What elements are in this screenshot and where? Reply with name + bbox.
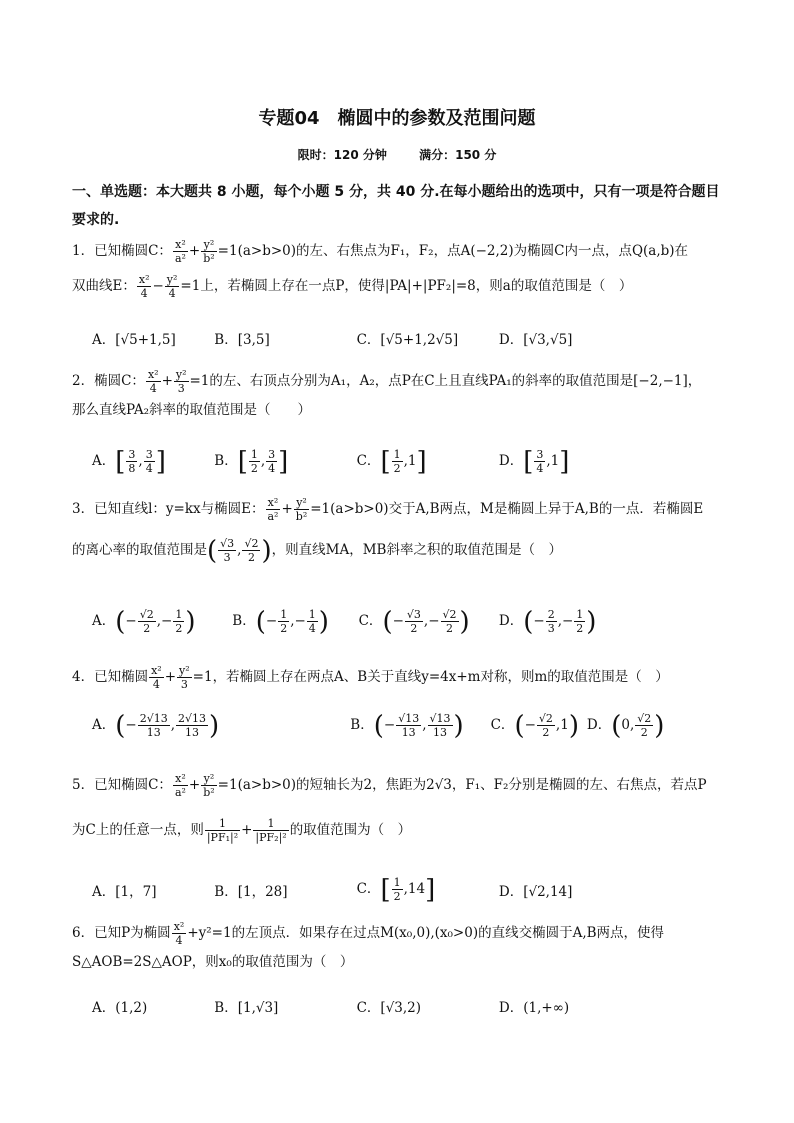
full-score: 满分：150 分: [419, 148, 497, 162]
q6-option-c[interactable]: C．[√3,2): [356, 1000, 422, 1016]
q1-option-d[interactable]: D．[√3,√5]: [498, 332, 573, 348]
q2-option-b[interactable]: B．[ $\frac{1}{2}$ , $\frac{3}{4}$ ]: [214, 446, 289, 477]
question-4-options: [92, 712, 722, 739]
q1-option-a[interactable]: A．[√5+1,5]: [92, 332, 176, 348]
question-5: [72, 772, 724, 844]
q3-option-a[interactable]: A．(− $\frac{√2}{2}$ ,− $\frac{1}{2}$ ): [92, 606, 196, 637]
question-5-options: [92, 876, 722, 903]
exam-meta: [0, 146, 794, 163]
question-3-line-2: 的离心率的取值范围是( $\frac{√3}{3}$ , $\frac{√2}{2}$ )，则直线MA，MB斜率之积的取值范围是（ ）: [72, 535, 562, 566]
q4-option-d[interactable]: D．(0, $\frac{√2}{2}$ ): [586, 710, 665, 741]
q1-option-b[interactable]: B．[3,5]: [214, 332, 270, 348]
question-3-line-1: 3．已知直线l：y=kx与椭圆E： $\frac{\text{x²}}{\text{a²}}$ + $\frac{\text{y²}}{\text{b²}}$ =1(a>b>0)交于A,B两点，M是椭圆上异于A,B的一点．若椭圆E: [72, 496, 704, 523]
question-4: [72, 664, 724, 691]
q5-option-d[interactable]: D．[√2,14]: [498, 883, 573, 900]
section-heading: 一、单选题：本大题共 8 小题，每个小题 5 分，共 40 分.在每小题给出的选项中，只有一项是符合题目要求的.: [72, 184, 720, 228]
q6-option-a[interactable]: A．(1,2): [92, 1000, 148, 1016]
q4-option-b[interactable]: B．(− $\frac{√13}{13}$ , $\frac{√13}{13}$ ): [350, 710, 464, 741]
q3-option-c[interactable]: C．(− $\frac{√3}{2}$ ,− $\frac{√2}{2}$ ): [358, 606, 470, 637]
q2-option-d[interactable]: D．[ $\frac{3}{4}$ ,1]: [498, 446, 570, 477]
q3-option-d[interactable]: D．(− $\frac{2}{3}$ ,− $\frac{1}{2}$ ): [498, 606, 597, 637]
time-limit: 限时：120 分钟: [297, 148, 387, 162]
q1-option-c[interactable]: C．[√5+1,2√5]: [356, 332, 459, 348]
question-1-line-1: 1．已知椭圆C： $\frac{\text{x²}}{\text{a²}}$ + $\frac{\text{y²}}{\text{b²}}$ =1(a>b>0)的左、右焦点为F₁，F₂，点A(−2,2)为椭圆C内一点，点Q(a,b)在: [72, 238, 689, 265]
q6-option-d[interactable]: D．(1,+∞): [498, 1000, 570, 1016]
page-title: 专题04 椭圆中的参数及范围问题: [258, 108, 536, 129]
question-2-line-2: 那么直线PA₂斜率的取值范围是（ ）: [72, 402, 312, 418]
question-4-line-1: 4．已知椭圆 $\frac{\text{x²}}{4}$ + $\frac{\text{y²}}{3}$ =1，若椭圆上存在两点A、B关于直线y=4x+m对称，则m的取值范围是（ ）: [72, 664, 669, 691]
question-1-line-2: 双曲线E： $\frac{\text{x²}}{4}$ − $\frac{\text{y²}}{4}$ =1上，若椭圆上存在一点P，使得|PA|+|PF₂|=8，则a的取值范围是（ ）: [72, 273, 633, 300]
question-6-line-1: 6．已知P为椭圆 $\frac{\text{x²}}{4}$ +y²=1的左顶点．如果存在过点M(x₀,0),(x₀>0)的直线交椭圆于A,B两点，使得: [72, 920, 665, 947]
question-5-line-1: 5．已知椭圆C： $\frac{\text{x²}}{\text{a²}}$ + $\frac{\text{y²}}{\text{b²}}$ =1(a>b>0)的短轴长为2，焦距为2√3，F₁、F₂分别是椭圆的左、右焦点，若点P: [72, 772, 707, 799]
q5-option-b[interactable]: B．[1，28]: [214, 883, 288, 900]
question-6: [72, 920, 724, 973]
question-2-line-1: 2．椭圆C： $\frac{\text{x²}}{4}$ + $\frac{\text{y²}}{3}$ =1的左、右顶点分别为A₁，A₂，点P在C上且直线PA₁的斜率的取值范围是[−2,−1]，: [72, 368, 702, 395]
q6-option-b[interactable]: B．[1,√3]: [214, 1000, 279, 1016]
question-3: [72, 496, 724, 564]
q2-option-a[interactable]: A．[ $\frac{3}{8}$ , $\frac{3}{4}$ ]: [92, 446, 166, 477]
question-6-options: [92, 996, 722, 1016]
question-2-options: [92, 448, 722, 475]
q5-option-a[interactable]: A．[1，7]: [92, 883, 157, 900]
q4-option-a[interactable]: A．(− $\frac{2√13}{13}$ , $\frac{2√13}{13}$ ): [92, 710, 220, 741]
question-2: [72, 368, 724, 421]
question-1-options: [92, 328, 722, 348]
q4-option-c[interactable]: C．(− $\frac{√2}{2}$ ,1): [490, 710, 579, 741]
q2-option-c[interactable]: C．[ $\frac{1}{2}$ ,1]: [356, 446, 427, 477]
question-1: [72, 238, 724, 300]
q5-option-c[interactable]: C．[ $\frac{1}{2}$ ,14]: [356, 874, 436, 905]
q3-option-b[interactable]: B．(− $\frac{1}{2}$ ,− $\frac{1}{4}$ ): [232, 606, 329, 637]
question-3-options: [92, 608, 722, 635]
question-6-line-2: S△AOB=2S△AOP，则x₀的取值范围为（ ）: [72, 954, 354, 970]
question-5-line-2: 为C上的任意一点，则 $\frac{1}{\text{|PF₁|²}}$ + $\frac{1}{\text{|PF₂|²}}$ 的取值范围为（ ）: [72, 817, 412, 844]
